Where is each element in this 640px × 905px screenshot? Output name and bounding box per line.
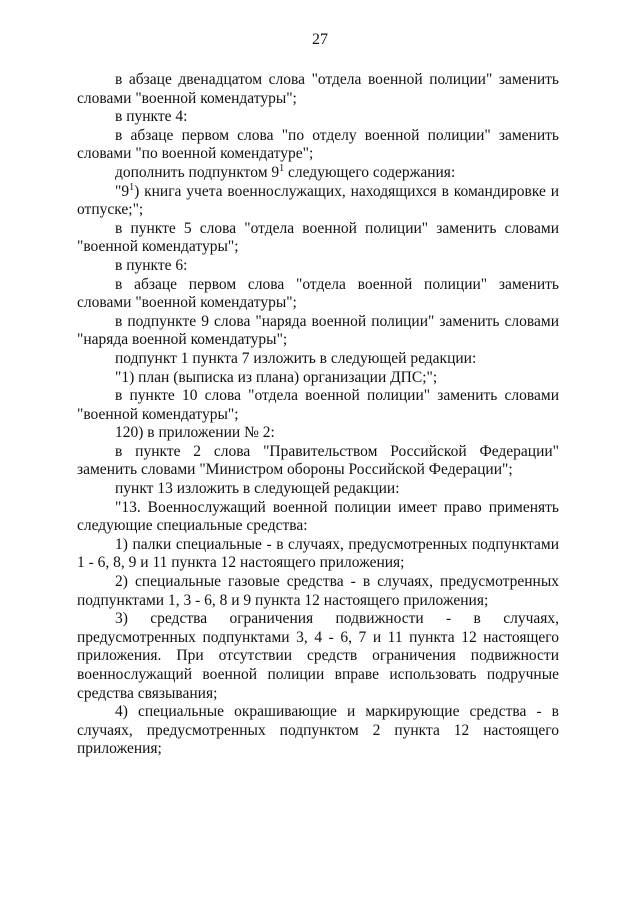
paragraph: в подпункте 9 слова "наряда военной полиции" заменить словами "наряда военной комендатуры"; (77, 312, 559, 349)
paragraph: 120) в приложении № 2: (115, 424, 275, 442)
paragraph: в пункте 2 слова "Правительством Российской Федерации" заменить словами "Министром обороны Российской Федерации"; (77, 442, 559, 479)
paragraph: в абзаце двенадцатом слова "отдела военной полиции" заменить словами "военной комендатуры"; (77, 71, 559, 107)
paragraph: в абзаце первом слова "по отделу военной полиции" заменить словами "по военной комендатуре"; (77, 126, 559, 163)
paragraph: "13. Военнослужащий военной полиции имеет право применять следующие специальные средства: (77, 498, 559, 535)
paragraph: "1) план (выписка из плана) организации ДПС;"; (115, 368, 438, 386)
page-number: 27 (312, 31, 328, 48)
text-segment: дополнить подпунктом 9 (115, 163, 280, 181)
paragraph: пункт 13 изложить в следующей редакции: (115, 480, 400, 498)
text-segment: "9 (115, 182, 130, 200)
paragraph: подпункт 1 пункта 7 изложить в следующей редакции: (115, 349, 477, 367)
paragraph: в пункте 6: (115, 256, 188, 274)
paragraph-with-superscript (77, 164, 559, 183)
paragraph: 3) средства ограничения подвижности - в случаях, предусмотренных подпунктами 3, 4 - 6, 7 и 11 пункта 12 настоящего приложения. При отсутствии средств ограничения подвижности военнослужащий военной полиции вправе использовать подручные средства связывания; (77, 610, 559, 702)
superscript: 1 (129, 181, 135, 193)
paragraph: в пункте 5 слова "отдела военной полиции" заменить словами "военной комендатуры"; (77, 219, 559, 256)
paragraph: в пункте 10 слова "отдела военной полиции" заменить словами "военной комендатуры"; (77, 387, 559, 423)
paragraph: в абзаце первом слова "отдела военной полиции" заменить словами "военной комендатуры"; (77, 275, 559, 312)
text-segment: ) книга учета военнослужащих, находящихся в командировке и отпуске;"; (77, 182, 559, 219)
text-segment: следующего содержания: (284, 163, 456, 181)
paragraph: 1) палки специальные - в случаях, предусмотренных подпунктами 1 - 6, 8, 9 и 11 пункта 12 настоящего приложения; (77, 535, 559, 572)
paragraph: 4) специальные окрашивающие и маркирующие средства - в случаях, предусмотренных подпунктом 2 пункта 12 настоящего приложения; (77, 703, 559, 758)
superscript: 1 (279, 162, 285, 174)
document-body (77, 71, 559, 759)
paragraph: в пункте 4: (115, 108, 188, 126)
paragraph: 2) специальные газовые средства - в случаях, предусмотренных подпунктами 1, 3 - 6, 8 и 9 пункта 12 настоящего приложения; (77, 573, 559, 609)
paragraph-with-superscript (77, 183, 559, 220)
